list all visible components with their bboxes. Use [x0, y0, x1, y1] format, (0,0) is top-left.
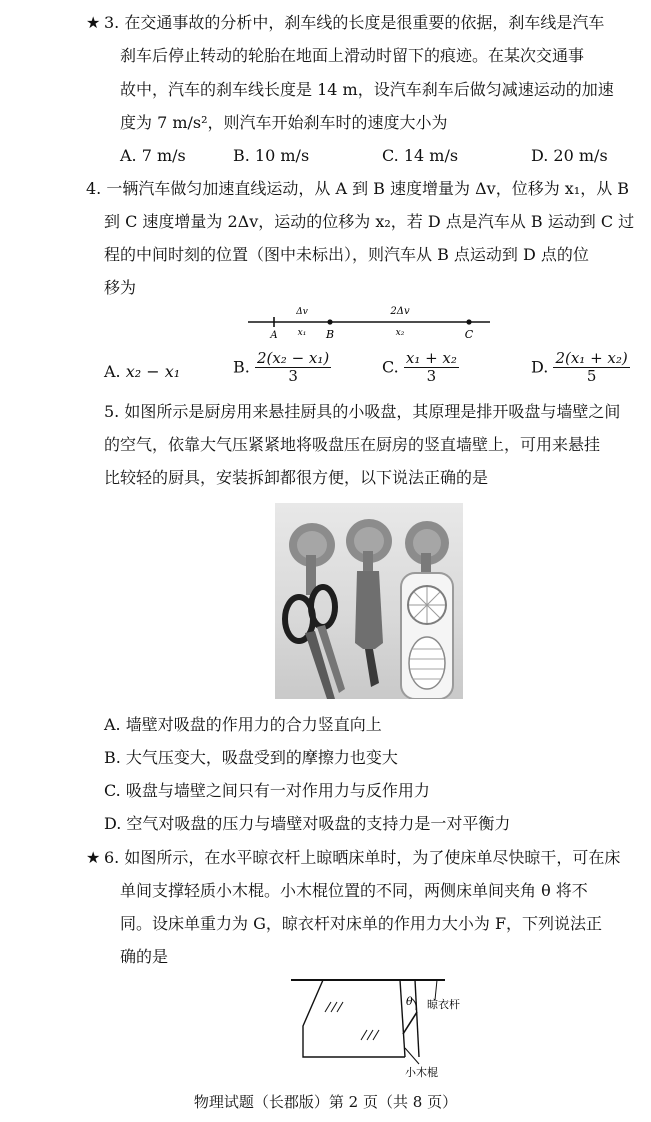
- q4-option-b: [233, 350, 331, 385]
- q3-line-4: 度为 7 m/s²，则汽车开始刹车时的速度大小为: [120, 113, 448, 132]
- q5-option-d: D. 空气对吸盘的压力与墙壁对吸盘的支持力是一对平衡力: [104, 814, 511, 833]
- q6-line-4: 确的是: [120, 947, 169, 966]
- q6-star-marker: ★: [86, 848, 101, 867]
- q4-option-d: [531, 350, 630, 385]
- label-c: C: [464, 328, 474, 341]
- label-a: A: [270, 330, 278, 341]
- q3-option-d: D. 20 m/s: [531, 146, 608, 165]
- q4-line-4: 移为: [104, 278, 137, 297]
- q4-line-1: 4. 一辆汽车做匀加速直线运动，从 A 到 B 速度增量为 Δv，位移为 x₁，从 B: [86, 179, 630, 198]
- q4-option-d-denominator: 5: [586, 367, 597, 385]
- q4-option-a-letter: A.: [104, 362, 121, 381]
- label-x1: x₁: [297, 328, 307, 338]
- q4-option-b-letter: B.: [233, 357, 250, 377]
- bedsheet-right: [415, 980, 419, 1057]
- q4-option-c-numerator: x₁ + x₂: [405, 349, 457, 367]
- point-b-dot: [327, 319, 332, 324]
- point-c-dot: [466, 319, 471, 324]
- q4-option-a: [104, 361, 180, 383]
- q4-option-d-fraction: [553, 350, 629, 385]
- q5-option-c: C. 吸盘与墙壁之间只有一对作用力与反作用力: [104, 781, 430, 800]
- label-delta-v: Δv: [296, 307, 308, 317]
- q3-line-3: 故中，汽车的刹车线长度是 14 m，设汽车刹车后做匀减速运动的加速: [120, 80, 614, 99]
- label-small-stick: 小木棍: [405, 1066, 438, 1079]
- q4-option-d-letter: D.: [531, 357, 549, 377]
- page-footer: 物理试题（长郡版）第 2 页（共 8 页）: [193, 1093, 458, 1111]
- q5-option-b: B. 大气压变大，吸盘受到的摩擦力也变大: [104, 748, 398, 767]
- q4-line-3: 程的中间时刻的位置（图中未标出），则汽车从 B 点运动到 D 点的位: [104, 245, 589, 264]
- suction-cup-hooks-photo: [275, 503, 463, 699]
- label-b: B: [325, 328, 335, 341]
- bedsheet-left: [303, 980, 405, 1057]
- q4-option-c-denominator: 3: [426, 367, 437, 385]
- q4-option-b-numerator: 2(x₂ − x₁): [256, 349, 330, 367]
- q5-line-2: 的空气，依靠大气压紧紧地将吸盘压在厨房的竖直墙壁上，可用来悬挂: [104, 435, 601, 454]
- q3-line-1: 3. 在交通事故的分析中，刹车线的长度是很重要的依据，刹车线是汽车: [104, 13, 605, 32]
- q4-option-a-text: x₂ − x₁: [125, 362, 181, 381]
- q3-star-marker: ★: [86, 13, 101, 32]
- label-theta: θ: [406, 995, 413, 1008]
- q4-option-d-numerator: 2(x₁ + x₂): [555, 349, 628, 367]
- q5-option-a: A. 墙壁对吸盘的作用力的合力竖直向上: [104, 715, 382, 734]
- label-two-delta-v: 2Δv: [390, 306, 410, 317]
- q4-motion-diagram: [245, 300, 495, 342]
- q6-line-1: 6. 如图所示，在水平晾衣杆上晾晒床单时，为了使床单尽快晾干，可在床: [104, 848, 621, 867]
- q6-line-3: 同。设床单重力为 G，晾衣杆对床单的作用力大小为 F，下列说法正: [120, 914, 603, 933]
- q6-bedsheet-diagram: [285, 972, 505, 1082]
- label-drying-rod: 晾衣杆: [427, 998, 460, 1011]
- q3-option-b: B. 10 m/s: [233, 146, 310, 165]
- q3-line-2: 刹车后停止转动的轮胎在地面上滑动时留下的痕迹。在某次交通事: [120, 46, 585, 65]
- small-stick: [403, 1012, 417, 1034]
- q3-option-a: A. 7 m/s: [120, 146, 186, 165]
- q4-line-2: 到 C 速度增量为 2Δv，运动的位移为 x₂，若 D 点是汽车从 B 运动到 C 过: [104, 212, 635, 231]
- q5-line-1: 5. 如图所示是厨房用来悬挂厨具的小吸盘，其原理是排开吸盘与墙壁之间: [104, 402, 621, 421]
- q3-option-c: C. 14 m/s: [382, 146, 459, 165]
- q4-option-c: [382, 350, 459, 385]
- q4-option-c-letter: C.: [382, 357, 399, 377]
- q6-line-2: 单间支撑轻质小木棍。小木棍位置的不同，两侧床单间夹角 θ 将不: [120, 881, 588, 900]
- q5-line-3: 比较轻的厨具，安装拆卸都很方便，以下说法正确的是: [104, 468, 489, 487]
- q4-option-b-denominator: 3: [288, 367, 298, 385]
- label-x2: x₂: [395, 328, 405, 338]
- q4-option-b-fraction: [255, 350, 331, 385]
- q4-option-c-fraction: [404, 350, 459, 385]
